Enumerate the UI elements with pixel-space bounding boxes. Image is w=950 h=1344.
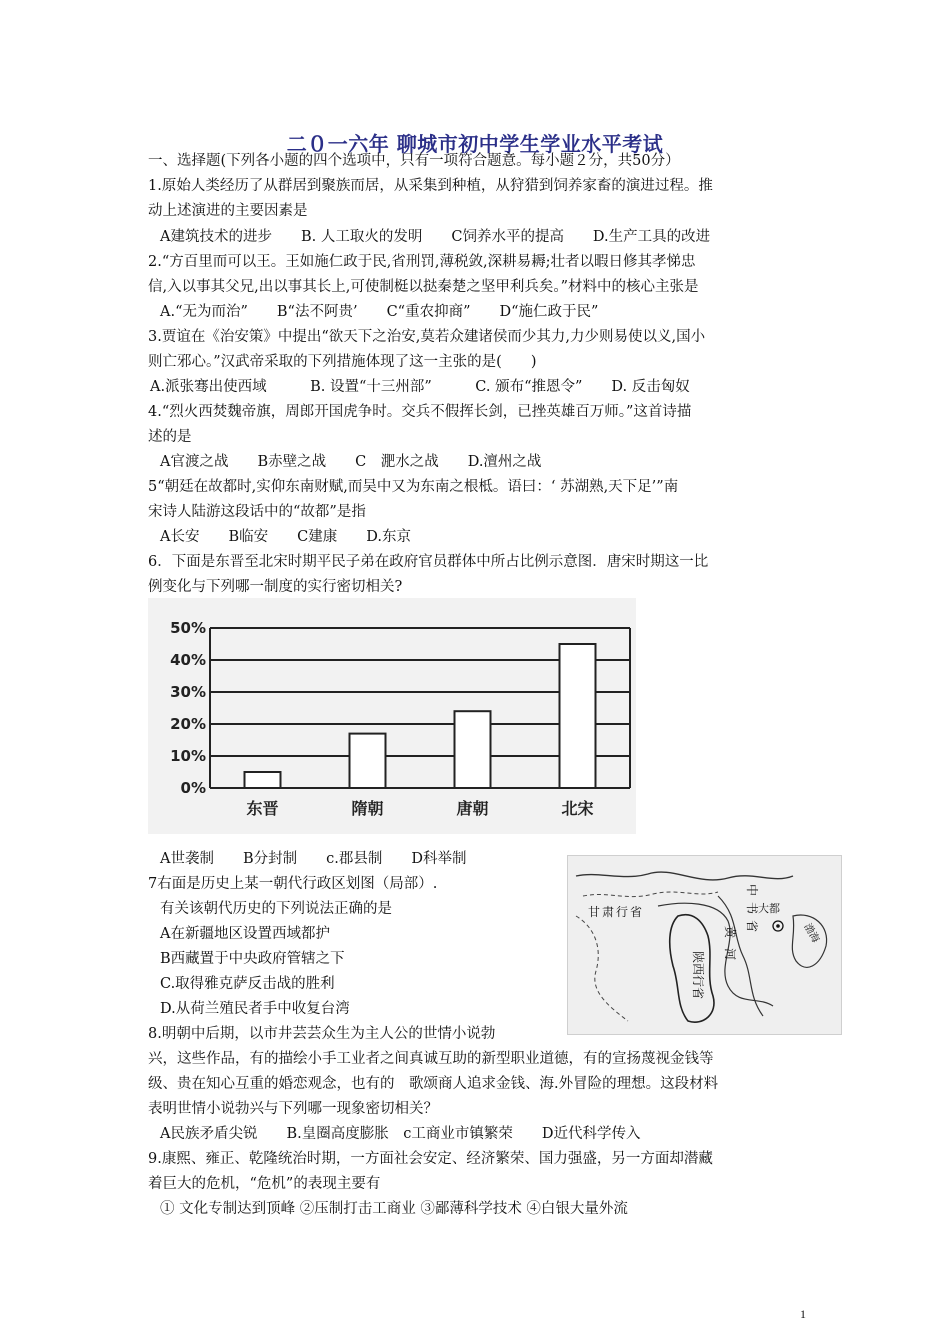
q7-option-d: D.从荷兰殖民者手中收复台湾	[160, 1001, 350, 1017]
q2-options: A.“无为而治” B“法不阿贵’ C“重农抑商” D“施仁政于民”	[160, 304, 599, 320]
x-tick-label: 北宋	[561, 799, 594, 818]
y-tick-label: 40%	[170, 651, 206, 669]
q2-text-1: 2.“方百里而可以王。王如施仁政于民,省刑罚,薄税敛,深耕易耨;壮者以暇日修其孝悌忠	[148, 254, 696, 270]
q6-text-1: 6．下面是东晋至北宋时期平民子弟在政府官员群体中所占比例示意图．唐宋时期这一比	[148, 554, 709, 570]
x-tick-label: 唐朝	[456, 799, 489, 818]
bar	[455, 711, 491, 788]
y-tick-label: 10%	[170, 747, 206, 765]
map-label-dadu: 大都	[758, 902, 780, 915]
q4-options: A官渡之战 B赤壁之战 C 淝水之战 D.澶州之战	[160, 454, 542, 470]
map-label-shaanxi: 陕西行省	[691, 951, 705, 1000]
q2-text-2: 信,入以事其父兄,出以事其长上,可使制梃以挞秦楚之坚甲利兵矣。”材料中的核心主张是	[148, 279, 699, 295]
q8-text-2: 兴，这些作品，有的描绘小手工业者之间真诚互助的新型职业道德，有的宣扬蔑视金钱等	[148, 1051, 714, 1067]
q1-options: A建筑技术的进步 B. 人工取火的发明 C饲养水平的提高 D.生产工具的改进	[160, 229, 711, 245]
q8-text-1: 8.明朝中后期，以市井芸芸众生为主人公的世情小说勃	[148, 1026, 496, 1042]
q6-text-2: 例变化与下列哪一制度的实行密切相关?	[148, 579, 403, 595]
q4-text-2: 述的是	[148, 429, 192, 445]
x-tick-label: 隋朝	[351, 799, 384, 818]
q6-options: A世袭制 B分封制 c.郡县制 D科举制	[160, 851, 467, 867]
q1-text-1: 1.原始人类经历了从群居到聚族而居，从采集到种植，从狩猎到饲养家畜的演进过程。推	[148, 178, 713, 194]
map-border-dashed-north	[583, 892, 718, 897]
q8-text-3: 级、贵在知心互重的婚恋观念，也有的 歌颂商人追求金钱、海.外冒险的理想。这段材料	[148, 1076, 719, 1092]
q8-options: A民族矛盾尖锐 B.皇圈高度膨胀 c工商业市镇繁荣 D近代科学传入	[160, 1126, 641, 1142]
bar	[350, 734, 386, 788]
map-label-gansu: 甘肃行省	[588, 905, 645, 919]
map-border-west	[576, 916, 628, 1021]
q7-option-a: A在新疆地区设置西域都护	[160, 926, 330, 942]
map-label-bohai: 渤海	[801, 922, 821, 945]
map-label-zhongshu: 中书省	[745, 884, 759, 939]
map-svg	[568, 856, 841, 1034]
q7-option-c: C.取得雅克萨反击战的胜利	[160, 976, 335, 992]
map-label-huanghe: 黄河	[723, 926, 737, 971]
map-border-north	[576, 872, 793, 880]
q9-options: ① 文化专制达到顶峰 ②压制打击工商业 ③鄙薄科学技术 ④白银大量外流	[160, 1201, 628, 1217]
bar-chart-svg	[148, 598, 636, 834]
y-tick-label: 20%	[170, 715, 206, 733]
section-heading: 一、选择题(下列各小题的四个选项中，只有一项符合题意。每小题２分，共50分）	[148, 153, 680, 169]
yuan-province-map	[567, 855, 842, 1035]
q3-options: A.派张骞出使西域 B. 设置“十三州部” C. 颁布“推恩令” D. 反击匈奴	[150, 379, 690, 395]
q1-text-2: 动上述演进的主要因素是	[148, 203, 308, 219]
y-tick-label: 50%	[170, 619, 206, 637]
q5-options: A长安 B临安 C建康 D.东京	[160, 529, 411, 545]
q3-text-2: 则亡邪心。”汉武帝采取的下列措施体现了这一主张的是( )	[148, 354, 537, 370]
q4-text-1: 4.“烈火西焚魏帝旗，周郎开国虎争时。交兵不假挥长剑，已挫英雄百万师。”这首诗描	[148, 404, 692, 420]
q8-text-4: 表明世情小说勃兴与下列哪一现象密切相关？	[148, 1101, 438, 1117]
page-number: 1	[800, 1307, 806, 1321]
bar	[560, 644, 596, 788]
y-tick-label: 0%	[180, 779, 206, 797]
x-tick-label: 东晋	[246, 799, 279, 818]
q3-text-1: 3.贾谊在《治安策》中提出“欲天下之治安,莫若众建诸侯而少其力,力少则易使以义,国小	[148, 329, 706, 345]
q9-text-2: 着巨大的危机，“危机”的表现主要有	[148, 1176, 381, 1192]
bar	[245, 772, 281, 788]
page-title: 二０一六年 聊城市初中学生学业水平考试	[286, 132, 664, 156]
q9-text-1: 9.康熙、雍正、乾隆统治时期，一方面社会安定、经济繁荣、国力强盛，另一方面却潜藏	[148, 1151, 713, 1167]
q5-text-1: 5“朝廷在故都时,实仰东南财赋,而吴中又为东南之根柢。语曰：‘ 苏湖熟,天下足’”南	[148, 479, 679, 495]
bar-chart	[148, 598, 636, 834]
y-tick-label: 30%	[170, 683, 206, 701]
q5-text-2: 宋诗人陆游这段话中的“故都”是指	[148, 504, 366, 520]
q7-text-1: 7右面是历史上某一朝代行政区划图（局部）.	[148, 876, 438, 892]
q7-option-b: B西藏置于中央政府管辖之下	[160, 951, 345, 967]
q7-text-2: 有关该朝代历史的下列说法正确的是	[160, 901, 392, 917]
